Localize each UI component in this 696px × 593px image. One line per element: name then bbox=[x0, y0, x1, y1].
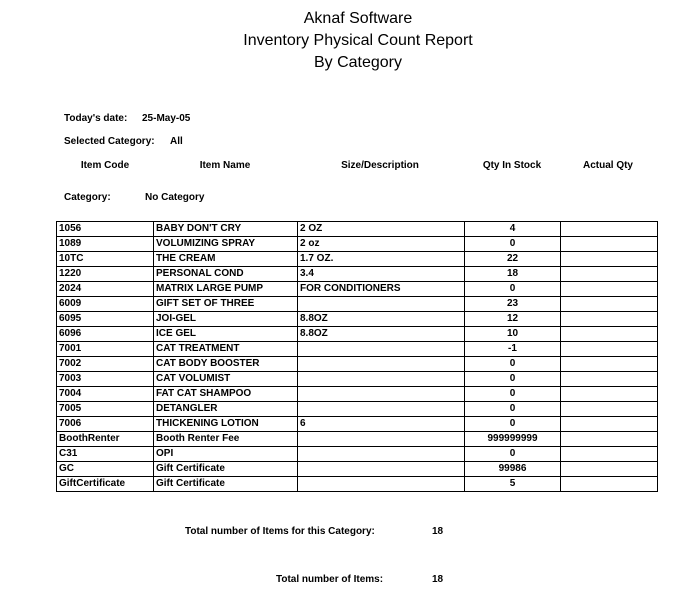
table-row bbox=[57, 342, 658, 357]
actual-qty-cell bbox=[561, 372, 658, 387]
size-cell bbox=[298, 387, 465, 402]
item-code-cell: 7001 bbox=[57, 342, 154, 357]
date-label: Today's date: bbox=[64, 113, 128, 124]
item-code-cell: 1220 bbox=[57, 267, 154, 282]
group-category-value: No Category bbox=[145, 192, 205, 203]
actual-qty-cell bbox=[561, 297, 658, 312]
size-cell: 6 bbox=[298, 417, 465, 432]
item-name-cell: BABY DON'T CRY bbox=[154, 222, 298, 237]
table-row bbox=[57, 372, 658, 387]
item-name-cell: THICKENING LOTION bbox=[154, 417, 298, 432]
qty-in-stock-cell: 18 bbox=[465, 267, 561, 282]
item-name-cell: Gift Certificate bbox=[154, 462, 298, 477]
column-header-item-name: Item Name bbox=[199, 160, 251, 171]
table-row bbox=[57, 312, 658, 327]
size-cell: 1.7 OZ. bbox=[298, 252, 465, 267]
actual-qty-cell bbox=[561, 237, 658, 252]
size-cell bbox=[298, 477, 465, 492]
item-code-cell: 7005 bbox=[57, 402, 154, 417]
item-code-cell: 7003 bbox=[57, 372, 154, 387]
item-code-cell: C31 bbox=[57, 447, 154, 462]
actual-qty-cell bbox=[561, 282, 658, 297]
item-name-cell: GIFT SET OF THREE bbox=[154, 297, 298, 312]
item-name-cell: CAT BODY BOOSTER bbox=[154, 357, 298, 372]
item-name-cell: PERSONAL COND bbox=[154, 267, 298, 282]
table-row bbox=[57, 417, 658, 432]
actual-qty-cell bbox=[561, 312, 658, 327]
actual-qty-cell bbox=[561, 432, 658, 447]
item-name-cell: VOLUMIZING SPRAY bbox=[154, 237, 298, 252]
actual-qty-cell bbox=[561, 357, 658, 372]
item-name-cell: OPI bbox=[154, 447, 298, 462]
qty-in-stock-cell: 5 bbox=[465, 477, 561, 492]
table-row bbox=[57, 462, 658, 477]
qty-in-stock-cell: 999999999 bbox=[465, 432, 561, 447]
column-header-qty: Qty In Stock bbox=[482, 160, 542, 171]
item-name-cell: Gift Certificate bbox=[154, 477, 298, 492]
column-header-item-code: Item Code bbox=[80, 160, 130, 171]
actual-qty-cell bbox=[561, 252, 658, 267]
size-cell: 2 OZ bbox=[298, 222, 465, 237]
actual-qty-cell bbox=[561, 387, 658, 402]
item-name-cell: CAT TREATMENT bbox=[154, 342, 298, 357]
inventory-table-body bbox=[57, 222, 658, 492]
company-name: Aknaf Software bbox=[303, 10, 413, 27]
qty-in-stock-cell: 0 bbox=[465, 237, 561, 252]
table-row bbox=[57, 297, 658, 312]
size-cell: 2 oz bbox=[298, 237, 465, 252]
item-code-cell: GC bbox=[57, 462, 154, 477]
item-name-cell: Booth Renter Fee bbox=[154, 432, 298, 447]
qty-in-stock-cell: 0 bbox=[465, 357, 561, 372]
actual-qty-cell bbox=[561, 342, 658, 357]
column-header-actual: Actual Qty bbox=[582, 160, 633, 171]
date-value: 25-May-05 bbox=[142, 113, 191, 124]
column-header-size: Size/Description bbox=[341, 160, 419, 171]
qty-in-stock-cell: 0 bbox=[465, 447, 561, 462]
item-code-cell: 6009 bbox=[57, 297, 154, 312]
category-total-label: Total number of Items for this Category: bbox=[185, 526, 375, 537]
table-row bbox=[57, 447, 658, 462]
table-row bbox=[57, 387, 658, 402]
size-cell: 8.8OZ bbox=[298, 312, 465, 327]
table-row bbox=[57, 267, 658, 282]
item-name-cell: DETANGLER bbox=[154, 402, 298, 417]
size-cell: 3.4 bbox=[298, 267, 465, 282]
actual-qty-cell bbox=[561, 477, 658, 492]
item-name-cell: CAT VOLUMIST bbox=[154, 372, 298, 387]
size-cell bbox=[298, 297, 465, 312]
actual-qty-cell bbox=[561, 327, 658, 342]
qty-in-stock-cell: 4 bbox=[465, 222, 561, 237]
item-name-cell: FAT CAT SHAMPOO bbox=[154, 387, 298, 402]
selected-category-label: Selected Category: bbox=[64, 136, 155, 147]
table-row bbox=[57, 477, 658, 492]
item-code-cell: 1056 bbox=[57, 222, 154, 237]
size-cell bbox=[298, 372, 465, 387]
actual-qty-cell bbox=[561, 447, 658, 462]
item-code-cell: 10TC bbox=[57, 252, 154, 267]
size-cell bbox=[298, 342, 465, 357]
table-row bbox=[57, 432, 658, 447]
qty-in-stock-cell: 0 bbox=[465, 372, 561, 387]
item-code-cell: 1089 bbox=[57, 237, 154, 252]
item-code-cell: 7002 bbox=[57, 357, 154, 372]
qty-in-stock-cell: 12 bbox=[465, 312, 561, 327]
size-cell bbox=[298, 432, 465, 447]
table-row bbox=[57, 282, 658, 297]
table-row bbox=[57, 327, 658, 342]
size-cell bbox=[298, 402, 465, 417]
actual-qty-cell bbox=[561, 417, 658, 432]
actual-qty-cell bbox=[561, 222, 658, 237]
table-row bbox=[57, 222, 658, 237]
report-subtitle: By Category bbox=[313, 54, 403, 71]
actual-qty-cell bbox=[561, 402, 658, 417]
item-name-cell: MATRIX LARGE PUMP bbox=[154, 282, 298, 297]
size-cell: FOR CONDITIONERS bbox=[298, 282, 465, 297]
item-code-cell: 2024 bbox=[57, 282, 154, 297]
group-category-label: Category: bbox=[64, 192, 111, 203]
grand-total-label: Total number of Items: bbox=[276, 574, 384, 585]
item-code-cell: 7004 bbox=[57, 387, 154, 402]
size-cell: 8.8OZ bbox=[298, 327, 465, 342]
size-cell bbox=[298, 462, 465, 477]
item-code-cell: GiftCertificate bbox=[57, 477, 154, 492]
inventory-table bbox=[56, 221, 658, 492]
table-row bbox=[57, 237, 658, 252]
qty-in-stock-cell: 0 bbox=[465, 387, 561, 402]
table-row bbox=[57, 402, 658, 417]
item-name-cell: JOI-GEL bbox=[154, 312, 298, 327]
qty-in-stock-cell: 0 bbox=[465, 417, 561, 432]
selected-category-value: All bbox=[170, 136, 183, 147]
item-name-cell: THE CREAM bbox=[154, 252, 298, 267]
report-title: Inventory Physical Count Report bbox=[243, 32, 473, 49]
item-code-cell: 6095 bbox=[57, 312, 154, 327]
size-cell bbox=[298, 447, 465, 462]
qty-in-stock-cell: -1 bbox=[465, 342, 561, 357]
qty-in-stock-cell: 0 bbox=[465, 282, 561, 297]
size-cell bbox=[298, 357, 465, 372]
category-total-value: 18 bbox=[432, 526, 444, 537]
table-row bbox=[57, 252, 658, 267]
qty-in-stock-cell: 10 bbox=[465, 327, 561, 342]
actual-qty-cell bbox=[561, 267, 658, 282]
qty-in-stock-cell: 23 bbox=[465, 297, 561, 312]
table-row bbox=[57, 357, 658, 372]
qty-in-stock-cell: 22 bbox=[465, 252, 561, 267]
grand-total-value: 18 bbox=[432, 574, 444, 585]
item-code-cell: 6096 bbox=[57, 327, 154, 342]
item-name-cell: ICE GEL bbox=[154, 327, 298, 342]
actual-qty-cell bbox=[561, 462, 658, 477]
item-code-cell: 7006 bbox=[57, 417, 154, 432]
qty-in-stock-cell: 0 bbox=[465, 402, 561, 417]
item-code-cell: BoothRenter bbox=[57, 432, 154, 447]
qty-in-stock-cell: 99986 bbox=[465, 462, 561, 477]
